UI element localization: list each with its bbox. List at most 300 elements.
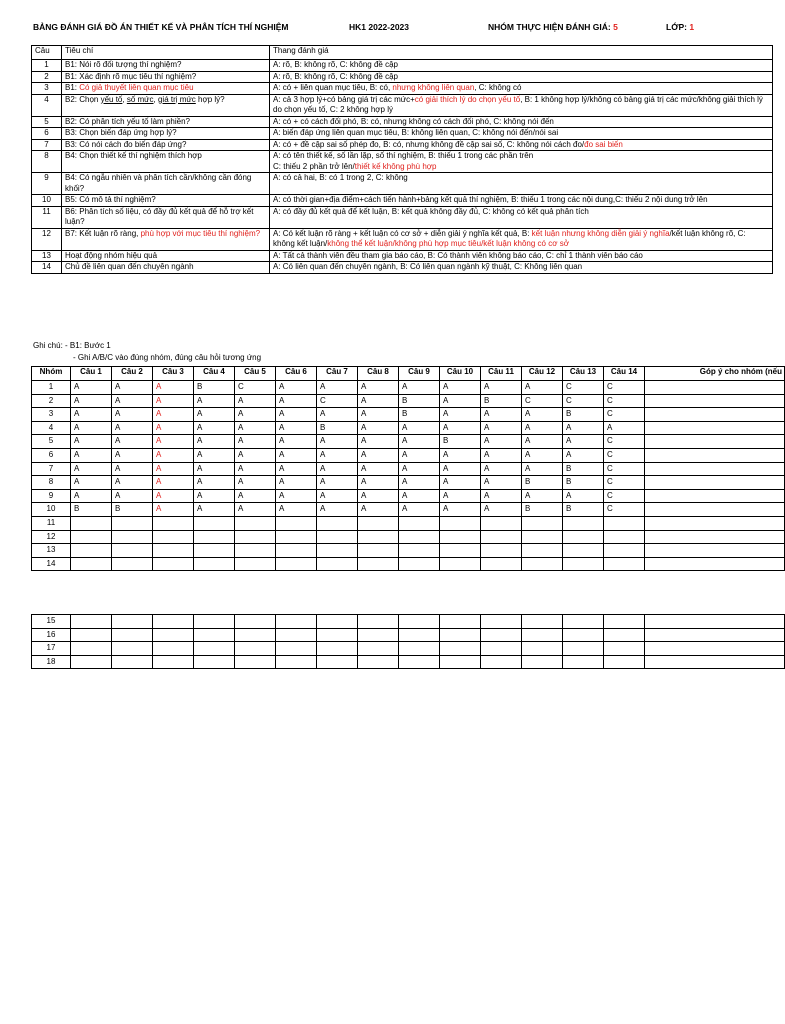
score-cell[interactable]: A	[71, 489, 112, 503]
criteria-scale	[270, 71, 773, 83]
score-cell[interactable]	[563, 557, 604, 571]
score-cell[interactable]: A	[153, 489, 194, 503]
score-cell[interactable]: A	[276, 489, 317, 503]
feedback-cell[interactable]	[645, 489, 785, 503]
score-cell[interactable]	[317, 615, 358, 629]
feedback-cell[interactable]	[645, 503, 785, 517]
score-cell[interactable]	[358, 615, 399, 629]
score-cell[interactable]	[440, 615, 481, 629]
score-cell[interactable]	[153, 557, 194, 571]
score-cell[interactable]	[440, 557, 481, 571]
score-cell[interactable]	[112, 530, 153, 544]
score-cell[interactable]	[276, 615, 317, 629]
score-cell[interactable]: A	[71, 381, 112, 395]
score-cell[interactable]	[153, 530, 194, 544]
score-cell[interactable]: A	[317, 462, 358, 476]
score-cell[interactable]: A	[153, 462, 194, 476]
feedback-cell[interactable]	[645, 557, 785, 571]
score-cell[interactable]	[71, 557, 112, 571]
score-cell[interactable]: B	[563, 462, 604, 476]
score-cell[interactable]	[522, 530, 563, 544]
score-cell[interactable]	[399, 516, 440, 530]
score-cell[interactable]: A	[153, 435, 194, 449]
score-cell[interactable]: A	[153, 408, 194, 422]
feedback-cell[interactable]	[645, 448, 785, 462]
score-cell[interactable]: A	[112, 394, 153, 408]
group-number: 18	[32, 655, 71, 669]
score-cell[interactable]: A	[481, 381, 522, 395]
score-cell[interactable]: A	[563, 489, 604, 503]
criteria-number: 8	[32, 151, 62, 173]
score-cell[interactable]	[71, 655, 112, 669]
score-cell[interactable]: B	[522, 503, 563, 517]
score-cell[interactable]: A	[522, 421, 563, 435]
score-cell[interactable]: A	[276, 503, 317, 517]
score-cell[interactable]	[604, 628, 645, 642]
header-question-7: Câu 7	[317, 367, 358, 381]
score-cell[interactable]	[153, 516, 194, 530]
score-cell[interactable]	[522, 655, 563, 669]
score-cell[interactable]	[399, 628, 440, 642]
score-cell[interactable]: C	[604, 408, 645, 422]
score-cell[interactable]: C	[604, 448, 645, 462]
score-cell[interactable]	[276, 655, 317, 669]
score-cell[interactable]	[153, 655, 194, 669]
score-cell[interactable]	[481, 642, 522, 656]
score-cell[interactable]: A	[112, 435, 153, 449]
criteria-number: 14	[32, 262, 62, 274]
score-cell[interactable]: A	[440, 448, 481, 462]
score-cell[interactable]: A	[604, 421, 645, 435]
feedback-cell[interactable]	[645, 476, 785, 490]
score-cell[interactable]: A	[153, 421, 194, 435]
score-cell[interactable]: A	[522, 448, 563, 462]
feedback-cell[interactable]	[645, 530, 785, 544]
score-cell[interactable]	[399, 530, 440, 544]
score-cell[interactable]	[481, 516, 522, 530]
feedback-cell[interactable]	[645, 381, 785, 395]
score-cell[interactable]	[112, 642, 153, 656]
score-cell[interactable]: A	[440, 476, 481, 490]
score-cell[interactable]	[153, 642, 194, 656]
score-cell[interactable]: A	[235, 476, 276, 490]
score-cell[interactable]: A	[71, 448, 112, 462]
score-cell[interactable]: C	[604, 381, 645, 395]
score-cell[interactable]	[194, 628, 235, 642]
score-cell[interactable]: A	[440, 394, 481, 408]
score-cell[interactable]: B	[399, 408, 440, 422]
score-cell[interactable]: A	[71, 476, 112, 490]
score-cell[interactable]: A	[112, 408, 153, 422]
score-cell[interactable]: A	[317, 448, 358, 462]
score-cell[interactable]	[358, 516, 399, 530]
score-cell[interactable]: A	[153, 394, 194, 408]
score-cell[interactable]	[399, 544, 440, 558]
score-cell[interactable]: A	[194, 408, 235, 422]
score-cell[interactable]: A	[522, 381, 563, 395]
score-cell[interactable]: A	[276, 435, 317, 449]
score-cell[interactable]: B	[563, 503, 604, 517]
score-cell[interactable]: A	[235, 489, 276, 503]
score-cell[interactable]: A	[235, 448, 276, 462]
score-cell[interactable]: A	[522, 435, 563, 449]
score-cell[interactable]: A	[112, 421, 153, 435]
score-cell[interactable]: A	[153, 448, 194, 462]
score-cell[interactable]: A	[440, 408, 481, 422]
score-cell[interactable]	[112, 516, 153, 530]
group-number: 8	[32, 476, 71, 490]
score-cell[interactable]	[604, 557, 645, 571]
criteria-scale	[270, 250, 773, 262]
score-cell[interactable]: B	[522, 476, 563, 490]
text-fragment: A: rõ, B: không rõ, C: không đề cập	[273, 71, 398, 81]
score-cell[interactable]	[563, 530, 604, 544]
score-cell[interactable]	[276, 516, 317, 530]
score-cell[interactable]: A	[399, 435, 440, 449]
score-cell[interactable]: A	[440, 489, 481, 503]
feedback-cell[interactable]	[645, 408, 785, 422]
score-cell[interactable]	[563, 544, 604, 558]
score-cell[interactable]	[235, 628, 276, 642]
feedback-cell[interactable]	[645, 615, 785, 629]
score-cell[interactable]	[153, 615, 194, 629]
criteria-description	[62, 228, 270, 250]
score-cell[interactable]: B	[563, 476, 604, 490]
highlight-text: phù hợp với mục tiêu thí nghiệm?	[140, 228, 261, 238]
score-cell[interactable]: A	[481, 408, 522, 422]
feedback-cell[interactable]	[645, 628, 785, 642]
score-cell[interactable]: A	[440, 381, 481, 395]
score-cell[interactable]: A	[235, 435, 276, 449]
score-cell[interactable]: C	[522, 394, 563, 408]
score-cell[interactable]: A	[399, 462, 440, 476]
score-cell[interactable]: A	[235, 462, 276, 476]
score-cell[interactable]	[399, 557, 440, 571]
score-cell[interactable]: B	[399, 394, 440, 408]
score-cell[interactable]	[317, 544, 358, 558]
score-cell[interactable]	[71, 642, 112, 656]
score-cell[interactable]: A	[194, 421, 235, 435]
score-cell[interactable]	[358, 530, 399, 544]
score-cell[interactable]	[235, 655, 276, 669]
score-cell[interactable]: C	[604, 489, 645, 503]
score-cell[interactable]	[235, 516, 276, 530]
score-cell[interactable]: C	[604, 435, 645, 449]
score-cell[interactable]	[440, 544, 481, 558]
score-cell[interactable]	[235, 642, 276, 656]
score-cell[interactable]: A	[112, 476, 153, 490]
score-cell[interactable]	[276, 530, 317, 544]
criteria-description	[62, 83, 270, 95]
header-question-3: Câu 3	[153, 367, 194, 381]
score-cell[interactable]: A	[194, 489, 235, 503]
score-cell[interactable]	[563, 628, 604, 642]
score-cell[interactable]: A	[194, 435, 235, 449]
score-cell[interactable]: A	[563, 421, 604, 435]
score-cell[interactable]	[235, 615, 276, 629]
score-cell[interactable]: A	[276, 408, 317, 422]
score-cell[interactable]	[276, 544, 317, 558]
score-cell[interactable]: A	[71, 435, 112, 449]
score-cell[interactable]	[481, 628, 522, 642]
text-fragment: yếu tố	[100, 94, 123, 104]
score-cell[interactable]: A	[235, 503, 276, 517]
score-cell[interactable]: C	[604, 462, 645, 476]
score-cell[interactable]: A	[317, 408, 358, 422]
score-cell[interactable]	[481, 615, 522, 629]
score-cell[interactable]	[235, 544, 276, 558]
score-cell[interactable]: A	[481, 448, 522, 462]
score-cell[interactable]	[358, 642, 399, 656]
score-cell[interactable]	[112, 628, 153, 642]
score-cell[interactable]: A	[235, 421, 276, 435]
score-cell[interactable]	[440, 642, 481, 656]
score-cell[interactable]: A	[317, 381, 358, 395]
score-cell[interactable]	[317, 557, 358, 571]
score-cell[interactable]: C	[235, 381, 276, 395]
score-cell[interactable]	[604, 530, 645, 544]
score-cell[interactable]	[276, 628, 317, 642]
feedback-cell[interactable]	[645, 435, 785, 449]
score-cell[interactable]: A	[358, 503, 399, 517]
score-cell[interactable]: A	[481, 462, 522, 476]
score-cell[interactable]: A	[153, 381, 194, 395]
sheet-title: BẢNG ĐÁNH GIÁ ĐỒ ÁN THIẾT KẾ VÀ PHÂN TÍCH THÍ NGHIỆM	[33, 22, 289, 32]
feedback-cell[interactable]	[645, 642, 785, 656]
score-cell[interactable]	[522, 642, 563, 656]
score-cell[interactable]	[522, 628, 563, 642]
score-cell[interactable]: A	[276, 394, 317, 408]
score-cell[interactable]: A	[481, 476, 522, 490]
score-cell[interactable]	[522, 516, 563, 530]
score-cell[interactable]: A	[563, 448, 604, 462]
score-cell[interactable]: A	[358, 489, 399, 503]
score-cell[interactable]	[235, 530, 276, 544]
score-cell[interactable]	[71, 516, 112, 530]
score-cell[interactable]: A	[399, 421, 440, 435]
score-cell[interactable]: A	[358, 381, 399, 395]
score-cell[interactable]: A	[194, 503, 235, 517]
score-cell[interactable]	[563, 516, 604, 530]
score-cell[interactable]	[481, 530, 522, 544]
score-cell[interactable]: A	[112, 448, 153, 462]
score-cell[interactable]: A	[317, 503, 358, 517]
score-cell[interactable]	[194, 530, 235, 544]
score-cell[interactable]	[153, 544, 194, 558]
score-cell[interactable]: A	[358, 448, 399, 462]
score-cell[interactable]: A	[440, 421, 481, 435]
feedback-cell[interactable]	[645, 516, 785, 530]
text-fragment: , B: 1 không hợp lý/không có bảng giá trị các mức/không giải thích lý do chọn yếu tố, C: 2 không hợp lý	[273, 94, 763, 114]
score-cell[interactable]: C	[563, 394, 604, 408]
score-cell[interactable]: B	[440, 435, 481, 449]
score-cell[interactable]: A	[71, 408, 112, 422]
score-cell[interactable]	[71, 628, 112, 642]
score-cell[interactable]: A	[522, 462, 563, 476]
score-cell[interactable]: A	[481, 489, 522, 503]
text-fragment: B3: Chọn biến đáp ứng hợp lý?	[65, 128, 177, 137]
feedback-cell[interactable]	[645, 394, 785, 408]
score-cell[interactable]	[563, 655, 604, 669]
score-cell[interactable]	[153, 628, 194, 642]
score-cell[interactable]: B	[481, 394, 522, 408]
score-cell[interactable]	[399, 615, 440, 629]
score-cell[interactable]	[112, 557, 153, 571]
score-cell[interactable]: A	[481, 503, 522, 517]
score-cell[interactable]	[317, 628, 358, 642]
score-cell[interactable]	[481, 544, 522, 558]
score-cell[interactable]: A	[112, 462, 153, 476]
score-cell[interactable]: A	[358, 408, 399, 422]
class-info	[666, 22, 694, 32]
score-cell[interactable]: C	[604, 394, 645, 408]
score-cell[interactable]: A	[399, 503, 440, 517]
score-cell[interactable]: A	[194, 476, 235, 490]
text-fragment: /kết luận không rõ, C: không kết luận/	[273, 228, 746, 248]
score-cell[interactable]: A	[358, 476, 399, 490]
score-cell[interactable]	[71, 615, 112, 629]
score-cell[interactable]	[440, 655, 481, 669]
score-cell[interactable]	[71, 544, 112, 558]
score-cell[interactable]	[317, 530, 358, 544]
score-cell[interactable]: A	[399, 381, 440, 395]
score-cell[interactable]: A	[235, 408, 276, 422]
score-cell[interactable]: A	[358, 462, 399, 476]
score-cell[interactable]: A	[358, 435, 399, 449]
score-cell[interactable]: A	[71, 421, 112, 435]
score-cell[interactable]	[317, 642, 358, 656]
score-cell[interactable]: A	[317, 489, 358, 503]
score-cell[interactable]	[563, 642, 604, 656]
feedback-cell[interactable]	[645, 655, 785, 669]
text-fragment: A: rõ, B: không rõ, C: không đề cập	[273, 60, 398, 69]
score-cell[interactable]: A	[522, 408, 563, 422]
score-cell[interactable]	[317, 516, 358, 530]
score-cell[interactable]	[440, 516, 481, 530]
feedback-cell[interactable]	[645, 544, 785, 558]
score-cell[interactable]	[604, 655, 645, 669]
score-cell[interactable]: A	[153, 503, 194, 517]
score-cell[interactable]	[399, 655, 440, 669]
score-cell[interactable]: A	[358, 421, 399, 435]
score-cell[interactable]: A	[358, 394, 399, 408]
score-cell[interactable]: A	[112, 489, 153, 503]
score-cell[interactable]: A	[153, 476, 194, 490]
header-question-14: Câu 14	[604, 367, 645, 381]
score-cell[interactable]: A	[276, 476, 317, 490]
score-cell[interactable]: A	[71, 462, 112, 476]
score-cell[interactable]: A	[71, 394, 112, 408]
score-cell[interactable]	[358, 628, 399, 642]
score-cell[interactable]	[604, 642, 645, 656]
score-cell[interactable]	[604, 615, 645, 629]
score-cell[interactable]	[522, 557, 563, 571]
score-cell[interactable]: C	[563, 381, 604, 395]
score-cell[interactable]	[194, 544, 235, 558]
score-cell[interactable]	[194, 516, 235, 530]
score-cell[interactable]	[112, 544, 153, 558]
score-cell[interactable]	[604, 516, 645, 530]
score-cell[interactable]: A	[481, 421, 522, 435]
score-cell[interactable]: A	[194, 448, 235, 462]
criteria-scale	[270, 60, 773, 72]
score-cell[interactable]	[235, 557, 276, 571]
score-cell[interactable]: A	[276, 448, 317, 462]
score-cell[interactable]: A	[522, 489, 563, 503]
score-row	[32, 544, 785, 558]
score-cell[interactable]: C	[317, 394, 358, 408]
highlight-text: đo sai biến	[584, 139, 623, 149]
score-cell[interactable]: A	[276, 421, 317, 435]
score-cell[interactable]: A	[317, 435, 358, 449]
score-cell[interactable]: A	[194, 394, 235, 408]
text-fragment: B7: Kết luận rõ ràng,	[65, 228, 141, 238]
score-cell[interactable]: A	[440, 462, 481, 476]
score-cell[interactable]	[358, 544, 399, 558]
score-cell[interactable]	[276, 642, 317, 656]
score-cell[interactable]: A	[481, 435, 522, 449]
score-cell[interactable]: B	[563, 408, 604, 422]
score-cell[interactable]: B	[112, 503, 153, 517]
score-cell[interactable]: B	[317, 421, 358, 435]
score-cell[interactable]	[604, 544, 645, 558]
score-cell[interactable]: A	[235, 394, 276, 408]
score-cell[interactable]: A	[399, 448, 440, 462]
score-cell[interactable]: A	[194, 462, 235, 476]
class-value: 1	[689, 22, 695, 32]
score-cell[interactable]	[522, 544, 563, 558]
score-cell[interactable]	[563, 615, 604, 629]
score-cell[interactable]: A	[276, 462, 317, 476]
score-cell[interactable]: A	[399, 489, 440, 503]
score-cell[interactable]: A	[317, 476, 358, 490]
score-cell[interactable]	[194, 642, 235, 656]
score-cell[interactable]: A	[399, 476, 440, 490]
score-cell[interactable]: A	[112, 381, 153, 395]
score-cell[interactable]	[71, 530, 112, 544]
text-fragment: A: cả 3 hợp lý+có bảng giá trị các mức+	[273, 94, 415, 104]
score-cell[interactable]	[194, 655, 235, 669]
score-cell[interactable]	[276, 557, 317, 571]
criteria-number: 3	[32, 83, 62, 95]
feedback-cell[interactable]	[645, 462, 785, 476]
score-cell[interactable]	[358, 557, 399, 571]
score-cell[interactable]	[112, 615, 153, 629]
score-cell[interactable]: B	[194, 381, 235, 395]
score-cell[interactable]	[194, 557, 235, 571]
score-cell[interactable]	[112, 655, 153, 669]
score-cell[interactable]	[194, 615, 235, 629]
score-cell[interactable]	[440, 628, 481, 642]
score-cell[interactable]: C	[604, 476, 645, 490]
score-cell[interactable]: B	[71, 503, 112, 517]
score-cell[interactable]	[481, 655, 522, 669]
feedback-cell[interactable]	[645, 421, 785, 435]
score-row	[32, 381, 785, 395]
score-cell[interactable]	[440, 530, 481, 544]
score-cell[interactable]	[481, 557, 522, 571]
score-cell[interactable]	[522, 615, 563, 629]
header-question-10: Câu 10	[440, 367, 481, 381]
score-cell[interactable]	[317, 655, 358, 669]
score-cell[interactable]	[358, 655, 399, 669]
score-cell[interactable]: A	[563, 435, 604, 449]
text-fragment: B1:	[65, 83, 80, 92]
score-cell[interactable]	[399, 642, 440, 656]
score-cell[interactable]: A	[440, 503, 481, 517]
score-cell[interactable]: A	[276, 381, 317, 395]
score-cell[interactable]: C	[604, 503, 645, 517]
